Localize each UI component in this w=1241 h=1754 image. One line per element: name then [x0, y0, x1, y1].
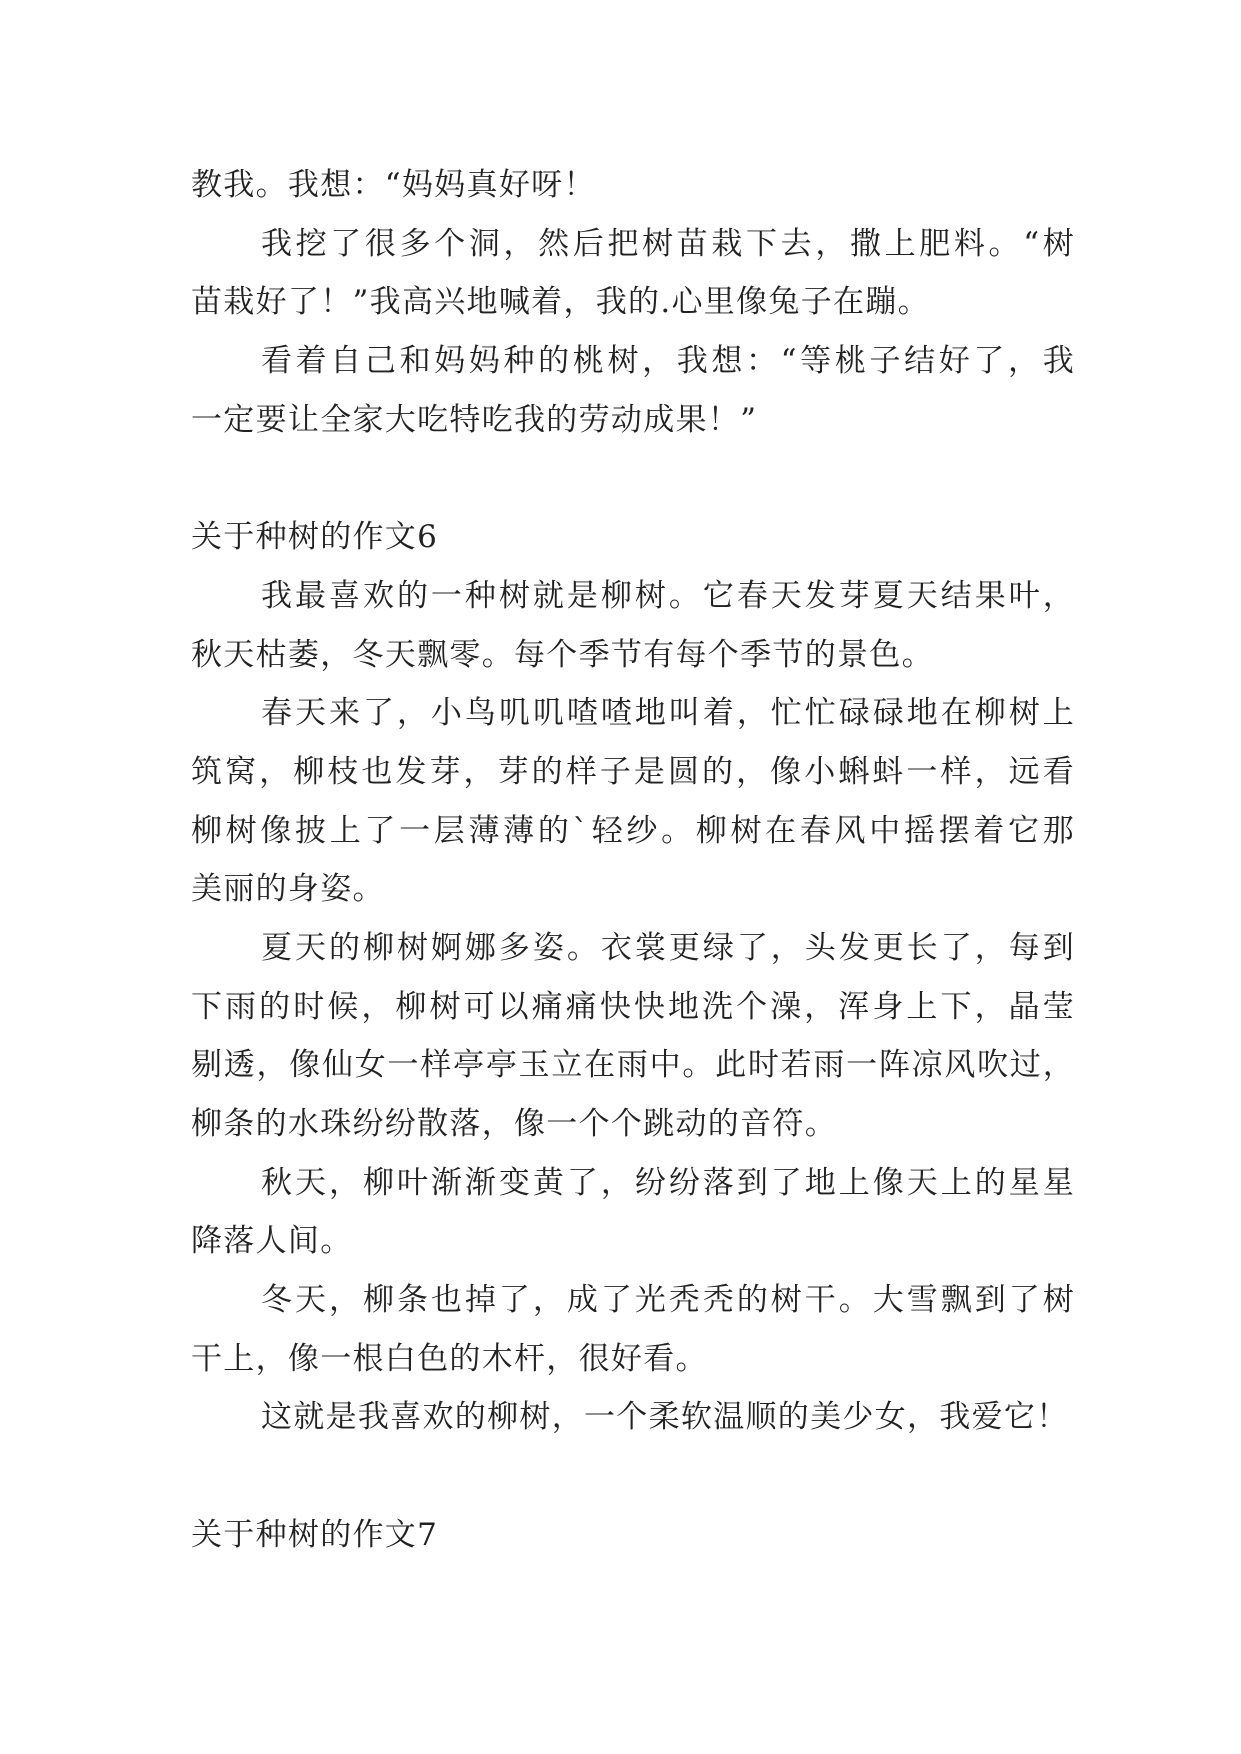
text-line: 冬天，柳条也掉了，成了光秃秃的树干。大雪飘到了树: [261, 1282, 1075, 1319]
essay-title: 关于种树的作文6: [191, 519, 439, 556]
text-line: 筑窝，柳枝也发芽，芽的样子是圆的，像小蝌蚪一样，远看: [191, 753, 1075, 790]
text-line: 一定要让全家大吃特吃我的劳动成果！”: [191, 401, 758, 438]
text-line: 秋天枯萎，冬天飘零。每个季节有每个季节的景色。: [191, 636, 934, 673]
paragraph: [191, 684, 1075, 919]
text-line: 美丽的身姿。: [191, 871, 385, 908]
essay-title: 关于种树的作文7: [191, 1516, 439, 1553]
text-line: 这就是我喜欢的柳树，一个柔软温顺的美少女，我爱它！: [261, 1399, 1069, 1436]
text-line: 教我。我想：“妈妈真好呀！: [191, 167, 596, 203]
paragraph: [191, 215, 1075, 332]
text-line: 我挖了很多个洞，然后把树苗栽下去，撒上肥料。“树: [261, 225, 1075, 262]
paragraph: [191, 1271, 1075, 1388]
paragraph: [191, 1154, 1075, 1271]
text-line: 苗栽好了！”我高兴地喊着，我的.心里像兔子在蹦。: [191, 284, 930, 321]
text-line: 我最喜欢的一种树就是柳树。它春天发芽夏天结果叶，: [261, 577, 1075, 614]
text-line: 夏天的柳树婀娜多姿。衣裳更绿了，头发更长了，每到: [261, 929, 1075, 966]
text-line: 秋天，柳叶渐渐变黄了，纷纷落到了地上像天上的星星: [261, 1164, 1075, 1201]
text-line: 降落人间。: [191, 1223, 353, 1260]
paragraph: [191, 156, 1075, 215]
paragraph: [191, 919, 1075, 1154]
text-line: 剔透，像仙女一样亭亭玉立在雨中。此时若雨一阵凉风吹过，: [191, 1047, 1075, 1084]
paragraph: [191, 567, 1075, 684]
text-line: 下雨的时候，柳树可以痛痛快快地洗个澡，浑身上下，晶莹: [191, 988, 1075, 1025]
paragraph: [191, 332, 1075, 449]
text-line: 柳条的水珠纷纷散落，像一个个跳动的音符。: [191, 1106, 837, 1142]
text-line: 看着自己和妈妈种的桃树，我想：“等桃子结好了，我: [261, 343, 1075, 380]
paragraph: [191, 1388, 1075, 1447]
text-line: 柳树像披上了一层薄薄的`轻纱。柳树在春风中摇摆着它那: [191, 812, 1075, 849]
text-line: 春天来了，小鸟叽叽喳喳地叫着，忙忙碌碌地在柳树上: [261, 695, 1075, 732]
document-body: [191, 156, 1075, 1565]
text-line: 干上，像一根白色的木杆，很好看。: [191, 1340, 708, 1377]
